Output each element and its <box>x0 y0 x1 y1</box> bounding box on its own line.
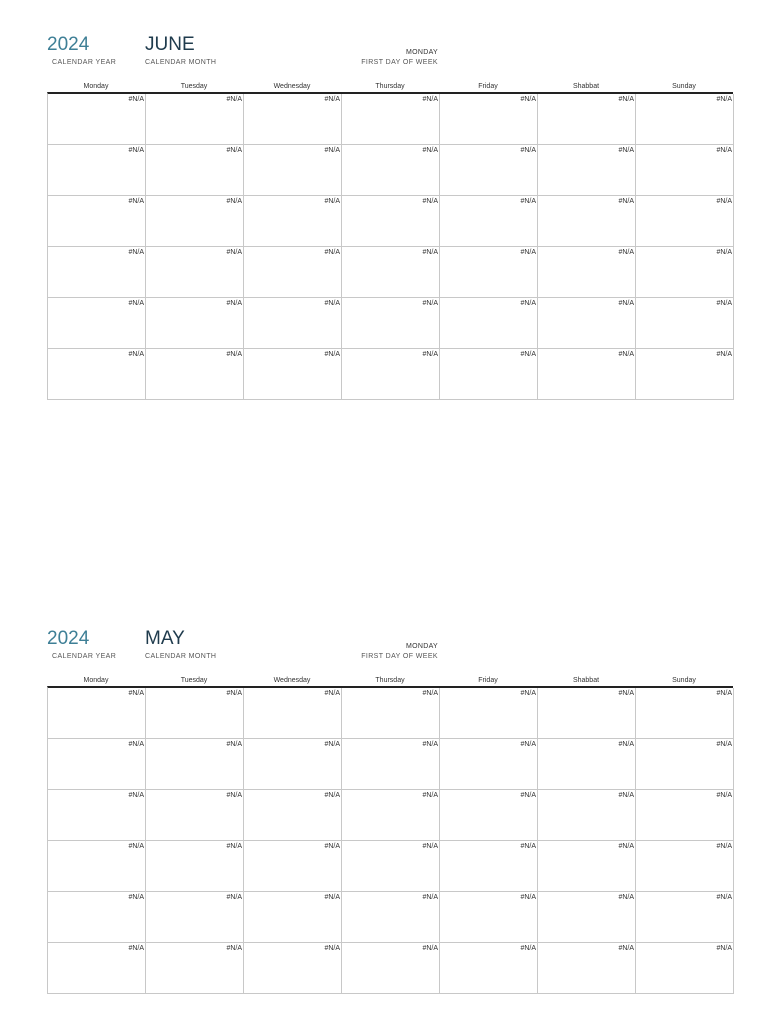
day-cell[interactable] <box>440 145 538 196</box>
day-cell[interactable] <box>636 247 734 298</box>
calendar-month-caption: CALENDAR MONTH <box>145 59 217 66</box>
day-cell[interactable] <box>244 790 342 841</box>
day-cell[interactable] <box>636 349 734 400</box>
day-cell[interactable] <box>146 94 244 145</box>
day-number: #N/A <box>324 300 340 307</box>
day-number: #N/A <box>324 351 340 358</box>
day-number: #N/A <box>324 894 340 901</box>
weekday-label: Shabbat <box>572 83 600 90</box>
calendar-grid <box>47 686 733 994</box>
day-cell[interactable] <box>146 145 244 196</box>
day-cell[interactable] <box>440 298 538 349</box>
day-cell[interactable] <box>244 943 342 994</box>
day-number: #N/A <box>618 351 634 358</box>
day-number: #N/A <box>618 249 634 256</box>
day-number: #N/A <box>618 147 634 154</box>
day-number: #N/A <box>128 690 144 697</box>
day-cell[interactable] <box>48 892 146 943</box>
day-cell[interactable] <box>636 739 734 790</box>
day-number: #N/A <box>422 351 438 358</box>
day-number: #N/A <box>618 96 634 103</box>
day-cell[interactable] <box>636 943 734 994</box>
calendar-year[interactable]: 2024 <box>47 628 90 649</box>
day-cell[interactable] <box>146 892 244 943</box>
weekday-label: Sunday <box>672 83 696 90</box>
day-cell[interactable] <box>342 739 440 790</box>
day-number: #N/A <box>226 843 242 850</box>
calendar-year-caption: CALENDAR YEAR <box>52 59 117 66</box>
day-number: #N/A <box>520 198 536 205</box>
day-number: #N/A <box>422 894 438 901</box>
day-number: #N/A <box>128 843 144 850</box>
day-number: #N/A <box>226 945 242 952</box>
day-cell[interactable] <box>440 196 538 247</box>
day-number: #N/A <box>324 198 340 205</box>
day-number: #N/A <box>226 741 242 748</box>
day-cell[interactable] <box>244 145 342 196</box>
calendar-month[interactable]: MAY <box>145 628 185 649</box>
day-number: #N/A <box>324 147 340 154</box>
day-number: #N/A <box>128 351 144 358</box>
day-cell[interactable] <box>538 688 636 739</box>
day-cell[interactable] <box>342 892 440 943</box>
day-number: #N/A <box>520 351 536 358</box>
day-cell[interactable] <box>244 739 342 790</box>
day-number: #N/A <box>520 690 536 697</box>
day-cell[interactable] <box>440 943 538 994</box>
day-cell[interactable] <box>440 739 538 790</box>
day-number: #N/A <box>520 843 536 850</box>
day-number: #N/A <box>618 894 634 901</box>
calendar-may <box>47 628 733 994</box>
day-number: #N/A <box>422 249 438 256</box>
day-number: #N/A <box>226 792 242 799</box>
day-number: #N/A <box>128 792 144 799</box>
day-number: #N/A <box>324 945 340 952</box>
day-number: #N/A <box>716 894 732 901</box>
day-number: #N/A <box>226 690 242 697</box>
day-cell[interactable] <box>538 247 636 298</box>
weekday-header-row <box>47 82 733 92</box>
calendar-header <box>47 628 733 676</box>
day-cell[interactable] <box>48 841 146 892</box>
day-number: #N/A <box>422 300 438 307</box>
day-cell[interactable] <box>342 298 440 349</box>
day-number: #N/A <box>324 249 340 256</box>
day-number: #N/A <box>226 249 242 256</box>
day-number: #N/A <box>128 300 144 307</box>
day-cell[interactable] <box>538 739 636 790</box>
day-number: #N/A <box>422 792 438 799</box>
weekday-label: Tuesday <box>180 83 208 90</box>
day-cell[interactable] <box>48 196 146 247</box>
day-number: #N/A <box>618 300 634 307</box>
day-cell[interactable] <box>146 349 244 400</box>
day-cell[interactable] <box>538 943 636 994</box>
day-number: #N/A <box>520 894 536 901</box>
day-cell[interactable] <box>244 94 342 145</box>
day-number: #N/A <box>520 741 536 748</box>
day-number: #N/A <box>324 96 340 103</box>
day-cell[interactable] <box>636 790 734 841</box>
day-number: #N/A <box>128 96 144 103</box>
day-cell[interactable] <box>538 94 636 145</box>
day-number: #N/A <box>128 147 144 154</box>
day-cell[interactable] <box>538 892 636 943</box>
day-cell[interactable] <box>48 298 146 349</box>
calendar-grid <box>47 92 733 400</box>
day-cell[interactable] <box>146 790 244 841</box>
day-number: #N/A <box>226 351 242 358</box>
day-cell[interactable] <box>636 892 734 943</box>
day-number: #N/A <box>128 249 144 256</box>
day-cell[interactable] <box>244 688 342 739</box>
day-number: #N/A <box>128 894 144 901</box>
day-number: #N/A <box>618 198 634 205</box>
weekday-label: Monday <box>83 83 109 90</box>
day-cell[interactable] <box>146 688 244 739</box>
day-number: #N/A <box>324 741 340 748</box>
day-number: #N/A <box>422 945 438 952</box>
day-cell[interactable] <box>538 196 636 247</box>
day-cell[interactable] <box>440 688 538 739</box>
day-number: #N/A <box>520 249 536 256</box>
day-cell[interactable] <box>440 94 538 145</box>
day-number: #N/A <box>618 741 634 748</box>
day-number: #N/A <box>618 792 634 799</box>
day-cell[interactable] <box>48 247 146 298</box>
day-number: #N/A <box>324 690 340 697</box>
day-cell[interactable] <box>146 298 244 349</box>
day-number: #N/A <box>716 792 732 799</box>
day-cell[interactable] <box>244 892 342 943</box>
weekday-label: Sunday <box>672 677 696 684</box>
day-cell[interactable] <box>342 841 440 892</box>
day-number: #N/A <box>716 249 732 256</box>
day-number: #N/A <box>520 792 536 799</box>
day-cell[interactable] <box>244 247 342 298</box>
day-number: #N/A <box>520 300 536 307</box>
day-cell[interactable] <box>440 790 538 841</box>
calendar-month-caption: CALENDAR MONTH <box>145 653 217 660</box>
day-cell[interactable] <box>244 298 342 349</box>
day-cell[interactable] <box>146 739 244 790</box>
first-day-of-week-caption: FIRST DAY OF WEEK <box>361 59 438 66</box>
day-cell[interactable] <box>342 247 440 298</box>
day-number: #N/A <box>422 96 438 103</box>
weekday-label: Friday <box>478 83 498 90</box>
day-cell[interactable] <box>440 841 538 892</box>
day-number: #N/A <box>226 147 242 154</box>
day-cell[interactable] <box>636 94 734 145</box>
day-cell[interactable] <box>538 841 636 892</box>
first-day-of-week-caption: FIRST DAY OF WEEK <box>361 653 438 660</box>
day-number: #N/A <box>716 198 732 205</box>
weekday-label: Shabbat <box>572 677 600 684</box>
day-cell[interactable] <box>636 145 734 196</box>
day-cell[interactable] <box>538 145 636 196</box>
day-cell[interactable] <box>48 943 146 994</box>
day-cell[interactable] <box>146 943 244 994</box>
day-cell[interactable] <box>342 145 440 196</box>
day-number: #N/A <box>716 96 732 103</box>
day-cell[interactable] <box>636 196 734 247</box>
day-number: #N/A <box>618 690 634 697</box>
weekday-header-row <box>47 676 733 686</box>
day-cell[interactable] <box>440 247 538 298</box>
day-number: #N/A <box>422 690 438 697</box>
weekday-label: Monday <box>83 677 109 684</box>
day-cell[interactable] <box>244 349 342 400</box>
day-number: #N/A <box>716 741 732 748</box>
first-day-of-week-value[interactable]: MONDAY <box>405 643 438 650</box>
day-cell[interactable] <box>538 298 636 349</box>
weekday-label: Wednesday <box>273 677 311 684</box>
day-cell[interactable] <box>244 841 342 892</box>
day-number: #N/A <box>422 843 438 850</box>
day-number: #N/A <box>226 894 242 901</box>
day-number: #N/A <box>716 843 732 850</box>
day-number: #N/A <box>520 147 536 154</box>
day-number: #N/A <box>422 147 438 154</box>
day-number: #N/A <box>324 792 340 799</box>
weekday-label: Wednesday <box>273 83 311 90</box>
day-number: #N/A <box>520 96 536 103</box>
day-number: #N/A <box>128 198 144 205</box>
day-number: #N/A <box>716 945 732 952</box>
day-number: #N/A <box>618 945 634 952</box>
day-cell[interactable] <box>342 196 440 247</box>
day-cell[interactable] <box>48 145 146 196</box>
day-number: #N/A <box>324 843 340 850</box>
weekday-label: Thursday <box>375 83 405 90</box>
day-number: #N/A <box>520 945 536 952</box>
day-cell[interactable] <box>48 739 146 790</box>
calendar-year-caption: CALENDAR YEAR <box>52 653 117 660</box>
weekday-label: Friday <box>478 677 498 684</box>
first-day-of-week-value[interactable]: MONDAY <box>405 49 438 56</box>
day-cell[interactable] <box>342 943 440 994</box>
calendar-month[interactable]: JUNE <box>145 34 195 55</box>
day-number: #N/A <box>226 300 242 307</box>
day-cell[interactable] <box>48 349 146 400</box>
weekday-label: Thursday <box>375 677 405 684</box>
day-cell[interactable] <box>146 247 244 298</box>
day-cell[interactable] <box>342 688 440 739</box>
day-cell[interactable] <box>636 298 734 349</box>
day-number: #N/A <box>128 945 144 952</box>
day-number: #N/A <box>226 96 242 103</box>
day-cell[interactable] <box>538 349 636 400</box>
calendar-year[interactable]: 2024 <box>47 34 90 55</box>
day-cell[interactable] <box>146 841 244 892</box>
day-cell[interactable] <box>342 790 440 841</box>
day-number: #N/A <box>716 300 732 307</box>
day-number: #N/A <box>128 741 144 748</box>
day-cell[interactable] <box>342 94 440 145</box>
day-cell[interactable] <box>146 196 244 247</box>
day-cell[interactable] <box>48 94 146 145</box>
day-number: #N/A <box>716 690 732 697</box>
weekday-label: Tuesday <box>180 677 208 684</box>
day-cell[interactable] <box>538 790 636 841</box>
day-cell[interactable] <box>48 790 146 841</box>
day-cell[interactable] <box>440 892 538 943</box>
day-cell[interactable] <box>342 349 440 400</box>
day-number: #N/A <box>422 741 438 748</box>
day-number: #N/A <box>716 351 732 358</box>
calendar-june <box>47 34 733 400</box>
day-cell[interactable] <box>636 688 734 739</box>
day-cell[interactable] <box>636 841 734 892</box>
day-cell[interactable] <box>48 688 146 739</box>
day-cell[interactable] <box>440 349 538 400</box>
day-number: #N/A <box>716 147 732 154</box>
day-number: #N/A <box>226 198 242 205</box>
day-cell[interactable] <box>244 196 342 247</box>
calendar-header <box>47 34 733 82</box>
day-number: #N/A <box>422 198 438 205</box>
day-number: #N/A <box>618 843 634 850</box>
